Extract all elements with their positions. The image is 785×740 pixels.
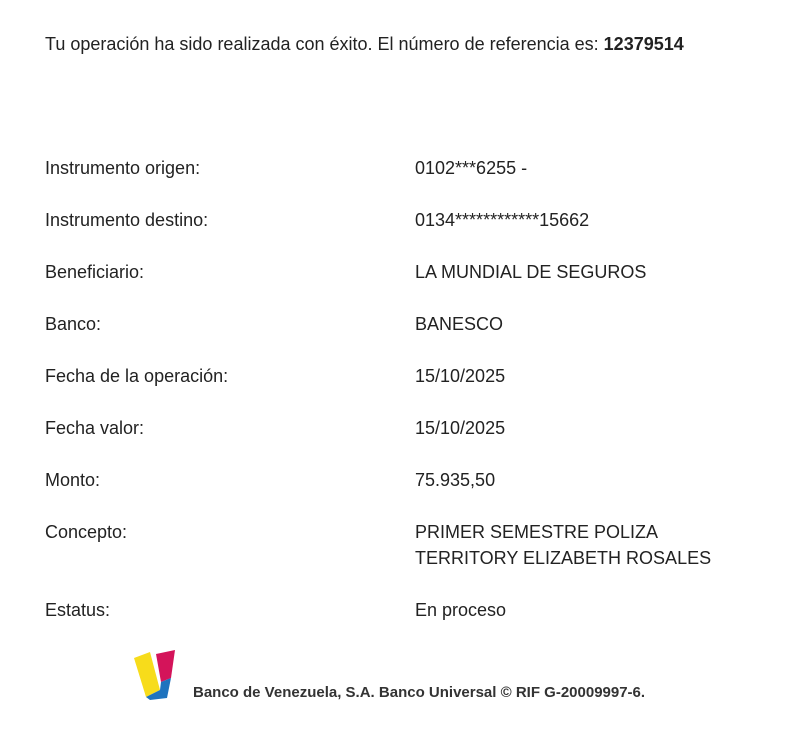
detail-row-bank [45,311,765,337]
bdv-logo-icon [133,650,179,702]
footer-legal-text: Banco de Venezuela, S.A. Banco Universal © RIF G-20009997-6. [193,684,646,701]
destination-instrument-label: Instrumento destino: [45,210,209,230]
operation-date-label: Fecha de la operación: [45,366,229,386]
detail-row-beneficiary [45,259,765,285]
detail-row-origin [45,155,765,181]
success-text: Tu operación ha sido realizada con éxito. El número de referencia es: [45,34,599,54]
concept-label: Concepto: [45,522,128,542]
origin-instrument-value: 0102***6255 - [415,158,528,178]
value-date-value: 15/10/2025 [415,418,506,438]
beneficiary-label: Beneficiario: [45,262,145,282]
status-value: En proceso [415,600,507,620]
destination-instrument-value: 0134************15662 [415,210,590,230]
concept-value: PRIMER SEMESTRE POLIZA TERRITORY ELIZABETH ROSALES [415,522,712,568]
detail-row-status [45,597,765,623]
bank-value: BANESCO [415,314,504,334]
amount-value: 75.935,50 [415,470,496,490]
detail-row-value-date [45,415,765,441]
detail-row-concept [45,519,765,571]
detail-row-operation-date [45,363,765,389]
origin-instrument-label: Instrumento origen: [45,158,201,178]
beneficiary-value: LA MUNDIAL DE SEGUROS [415,262,647,282]
footer [133,650,753,710]
status-label: Estatus: [45,600,111,620]
bank-label: Banco: [45,314,102,334]
success-message [45,32,684,56]
detail-row-destination [45,207,765,233]
reference-number: 12379514 [603,34,684,54]
value-date-label: Fecha valor: [45,418,145,438]
detail-row-amount [45,467,765,493]
operation-details [45,155,765,649]
operation-date-value: 15/10/2025 [415,366,506,386]
amount-label: Monto: [45,470,101,490]
